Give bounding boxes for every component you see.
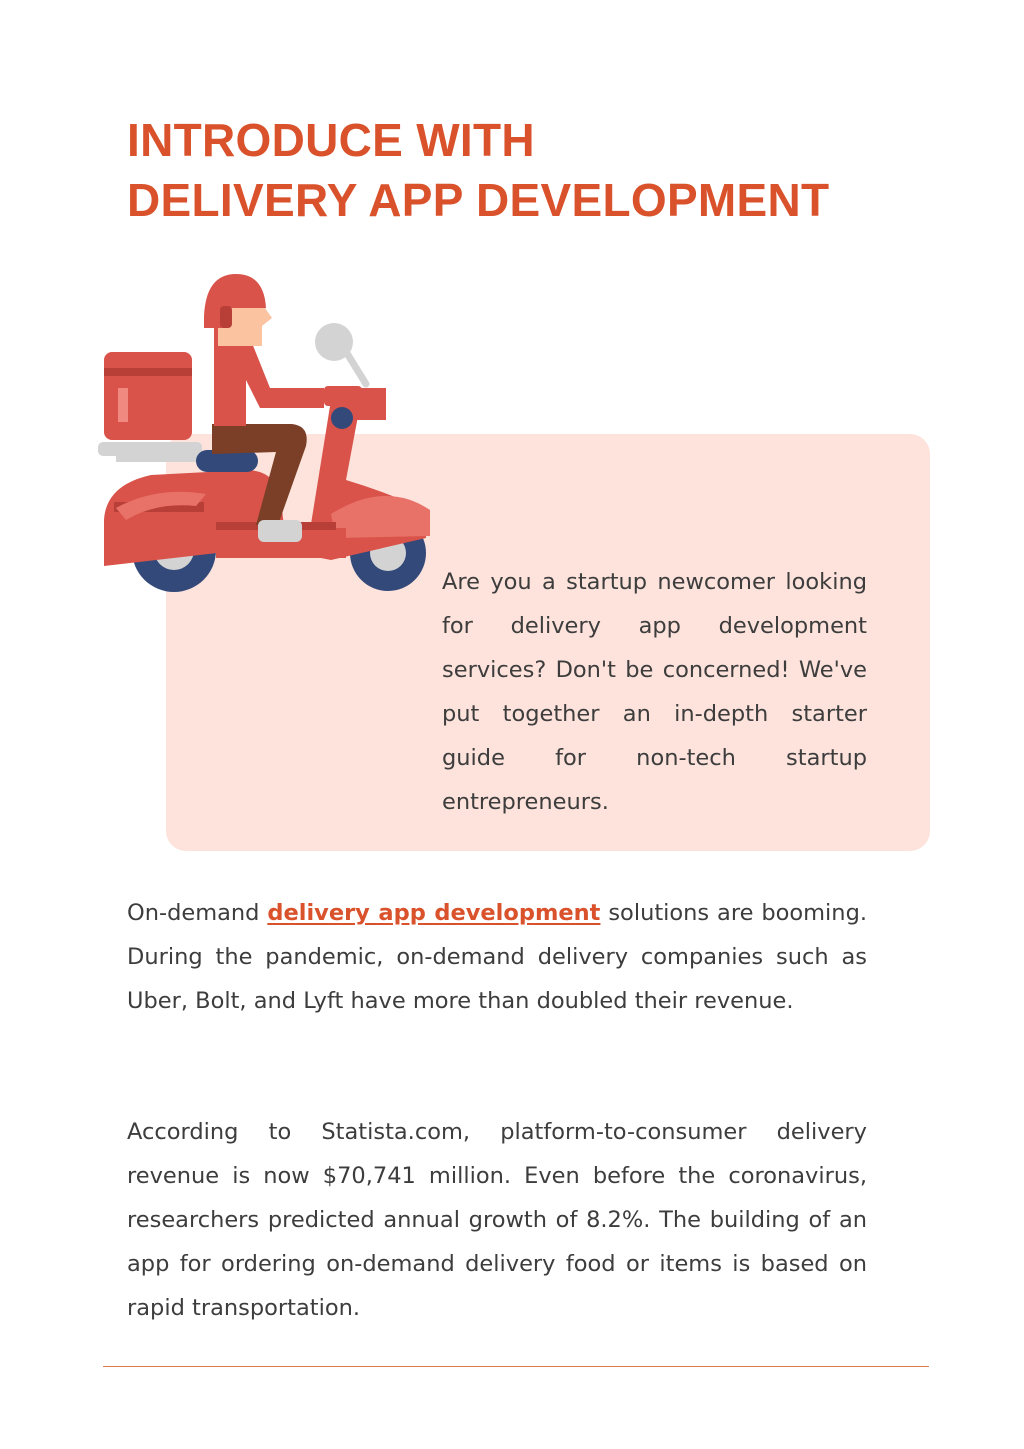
page-title bbox=[127, 110, 829, 230]
paragraph-1-end: solutions are booming. During the pandemic, on-demand delivery companies such as Uber, Bolt, and Lyft have more than doubled their revenue. bbox=[127, 900, 867, 1014]
footer-divider bbox=[103, 1366, 929, 1367]
delivery-app-development-link[interactable]: delivery app development bbox=[267, 900, 601, 926]
paragraph-2: According to Statista.com, platform-to-consumer delivery revenue is now $70,741 million. Even before the coronavirus, researchers predicted annual growth of 8.2%. The building of an app for ordering on-demand delivery food or items is based on rapid transportation. bbox=[127, 1119, 867, 1321]
paragraph-1-start: On-demand bbox=[127, 900, 268, 926]
mirror-icon bbox=[315, 323, 353, 361]
delivery-scooter-icon bbox=[96, 270, 436, 600]
title-line-2: DELIVERY APP DEVELOPMENT bbox=[127, 174, 830, 226]
delivery-box-icon bbox=[104, 352, 192, 440]
intro-text: Are you a startup newcomer looking for delivery app development services? Don't be concerned! We've put together an in-depth starter guide for non-tech startup entrepreneurs. bbox=[442, 569, 867, 815]
title-line-1: INTRODUCE WITH bbox=[127, 114, 535, 166]
paragraph-1 bbox=[127, 891, 867, 1023]
